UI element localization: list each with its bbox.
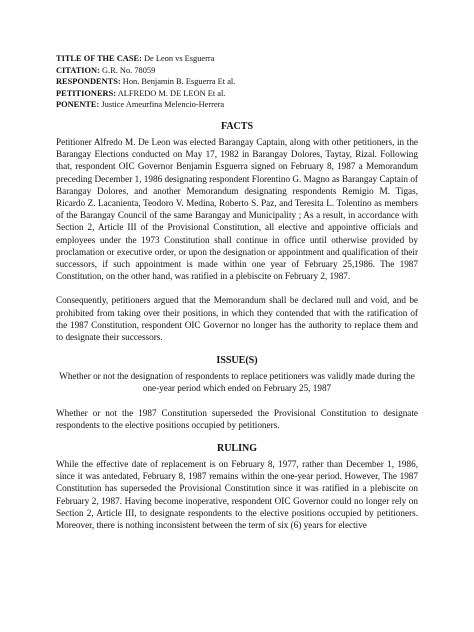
ruling-heading: RULING xyxy=(216,443,257,455)
meta-ponente xyxy=(56,99,418,111)
issue-question: Whether or not the designation of respondents to replace petitioners was validly made during the one-year period which ended on February 25, 1987 xyxy=(59,371,415,394)
meta-respondents-value: Hon. Benjamin B. Esguerra Et al. xyxy=(122,77,236,87)
facts-paragraph: Consequently, petitioners argued that the Memorandum shall be declared null and void, and be prohibited from taking over their positions, in which they contended that with the ratification of the 1987 Constitution, respondent OIC Governor no longer has the authority to replace them and to designate their successors. xyxy=(56,295,418,343)
ruling-text: While the effective date of replacement is on February 8, 1977, rather than December 1, 1986, since it was antedated, February 8, 1987 remains within the one-year period. However, The 1987 Constitution has superseded the Provisional Constitution since it was ratified in a plebiscite on February 2, 1987. Having become inoperative, respondent OIC Governor could no longer rely on Section 2, Article III, to designate respondents to the elective positions occupied by petitioners. Moreover, there is nothing inconsistent between the term of six (6) years for elective xyxy=(56,459,418,531)
facts-heading: FACTS xyxy=(220,120,254,132)
meta-citation-value: G.R. No. 78059 xyxy=(102,65,156,75)
facts-paragraph: Petitioner Alfredo M. De Leon was elected Barangay Captain, along with other petitioners, in the Barangay Elections conducted on May 17, 1982 in Barangay Dolores, Taytay, Rizal. Following that, respondent OIC Governor Benjamin Esguerra signed on February 8, 1987 a Memorandum preceding December 1, 1986 designating respondent Florentino G. Magno as Barangay Captain of Barangay Dolores, and another Memorandum designating respondents Remigio M. Tigas, Ricardo Z. Lacanienta, Teodoro V. Medina, Roberto S. Paz, and Teresita L. Tolentino as members of the Barangay Council of the same Barangay and Municipality ; As a result, in accordance with Section 2, Article III of the Provisional Constitution, all elective and appointive officials and employees under the 1973 Constitution shall continue in office until otherwise provided by proclamation or executive order, or upon the designation or appointment and qualification of their successors, if such appointment is made within one year of February 25,1986. The 1987 Constitution, on the other hand, was ratified in a plebiscite on February 2, 1987. xyxy=(56,136,418,282)
issue-heading: ISSUE(S) xyxy=(216,355,258,367)
case-meta-block xyxy=(56,53,418,111)
meta-citation-label: CITATION: xyxy=(56,65,100,75)
meta-petitioners xyxy=(56,88,418,100)
meta-title-label: TITLE OF THE CASE: xyxy=(56,54,142,63)
meta-petitioners-value: ALFREDO M. DE LEON Et al. xyxy=(117,88,226,98)
meta-ponente-value: Justice Ameurfina Melencio-Herrera xyxy=(101,100,225,110)
meta-title-value: De Leon vs Esguerra xyxy=(143,54,215,63)
meta-petitioners-label: PETITIONERS: xyxy=(56,88,117,98)
case-digest-page xyxy=(56,53,418,531)
meta-ponente-label: PONENTE: xyxy=(56,100,100,110)
meta-title xyxy=(56,53,418,65)
meta-respondents xyxy=(56,76,418,88)
meta-citation xyxy=(56,65,418,77)
issue-second-question: Whether or not the 1987 Constitution superseded the Provisional Constitution to designate respondents to the elective positions occupied by petitioners. xyxy=(56,407,418,430)
meta-respondents-label: RESPONDENTS: xyxy=(56,77,121,87)
